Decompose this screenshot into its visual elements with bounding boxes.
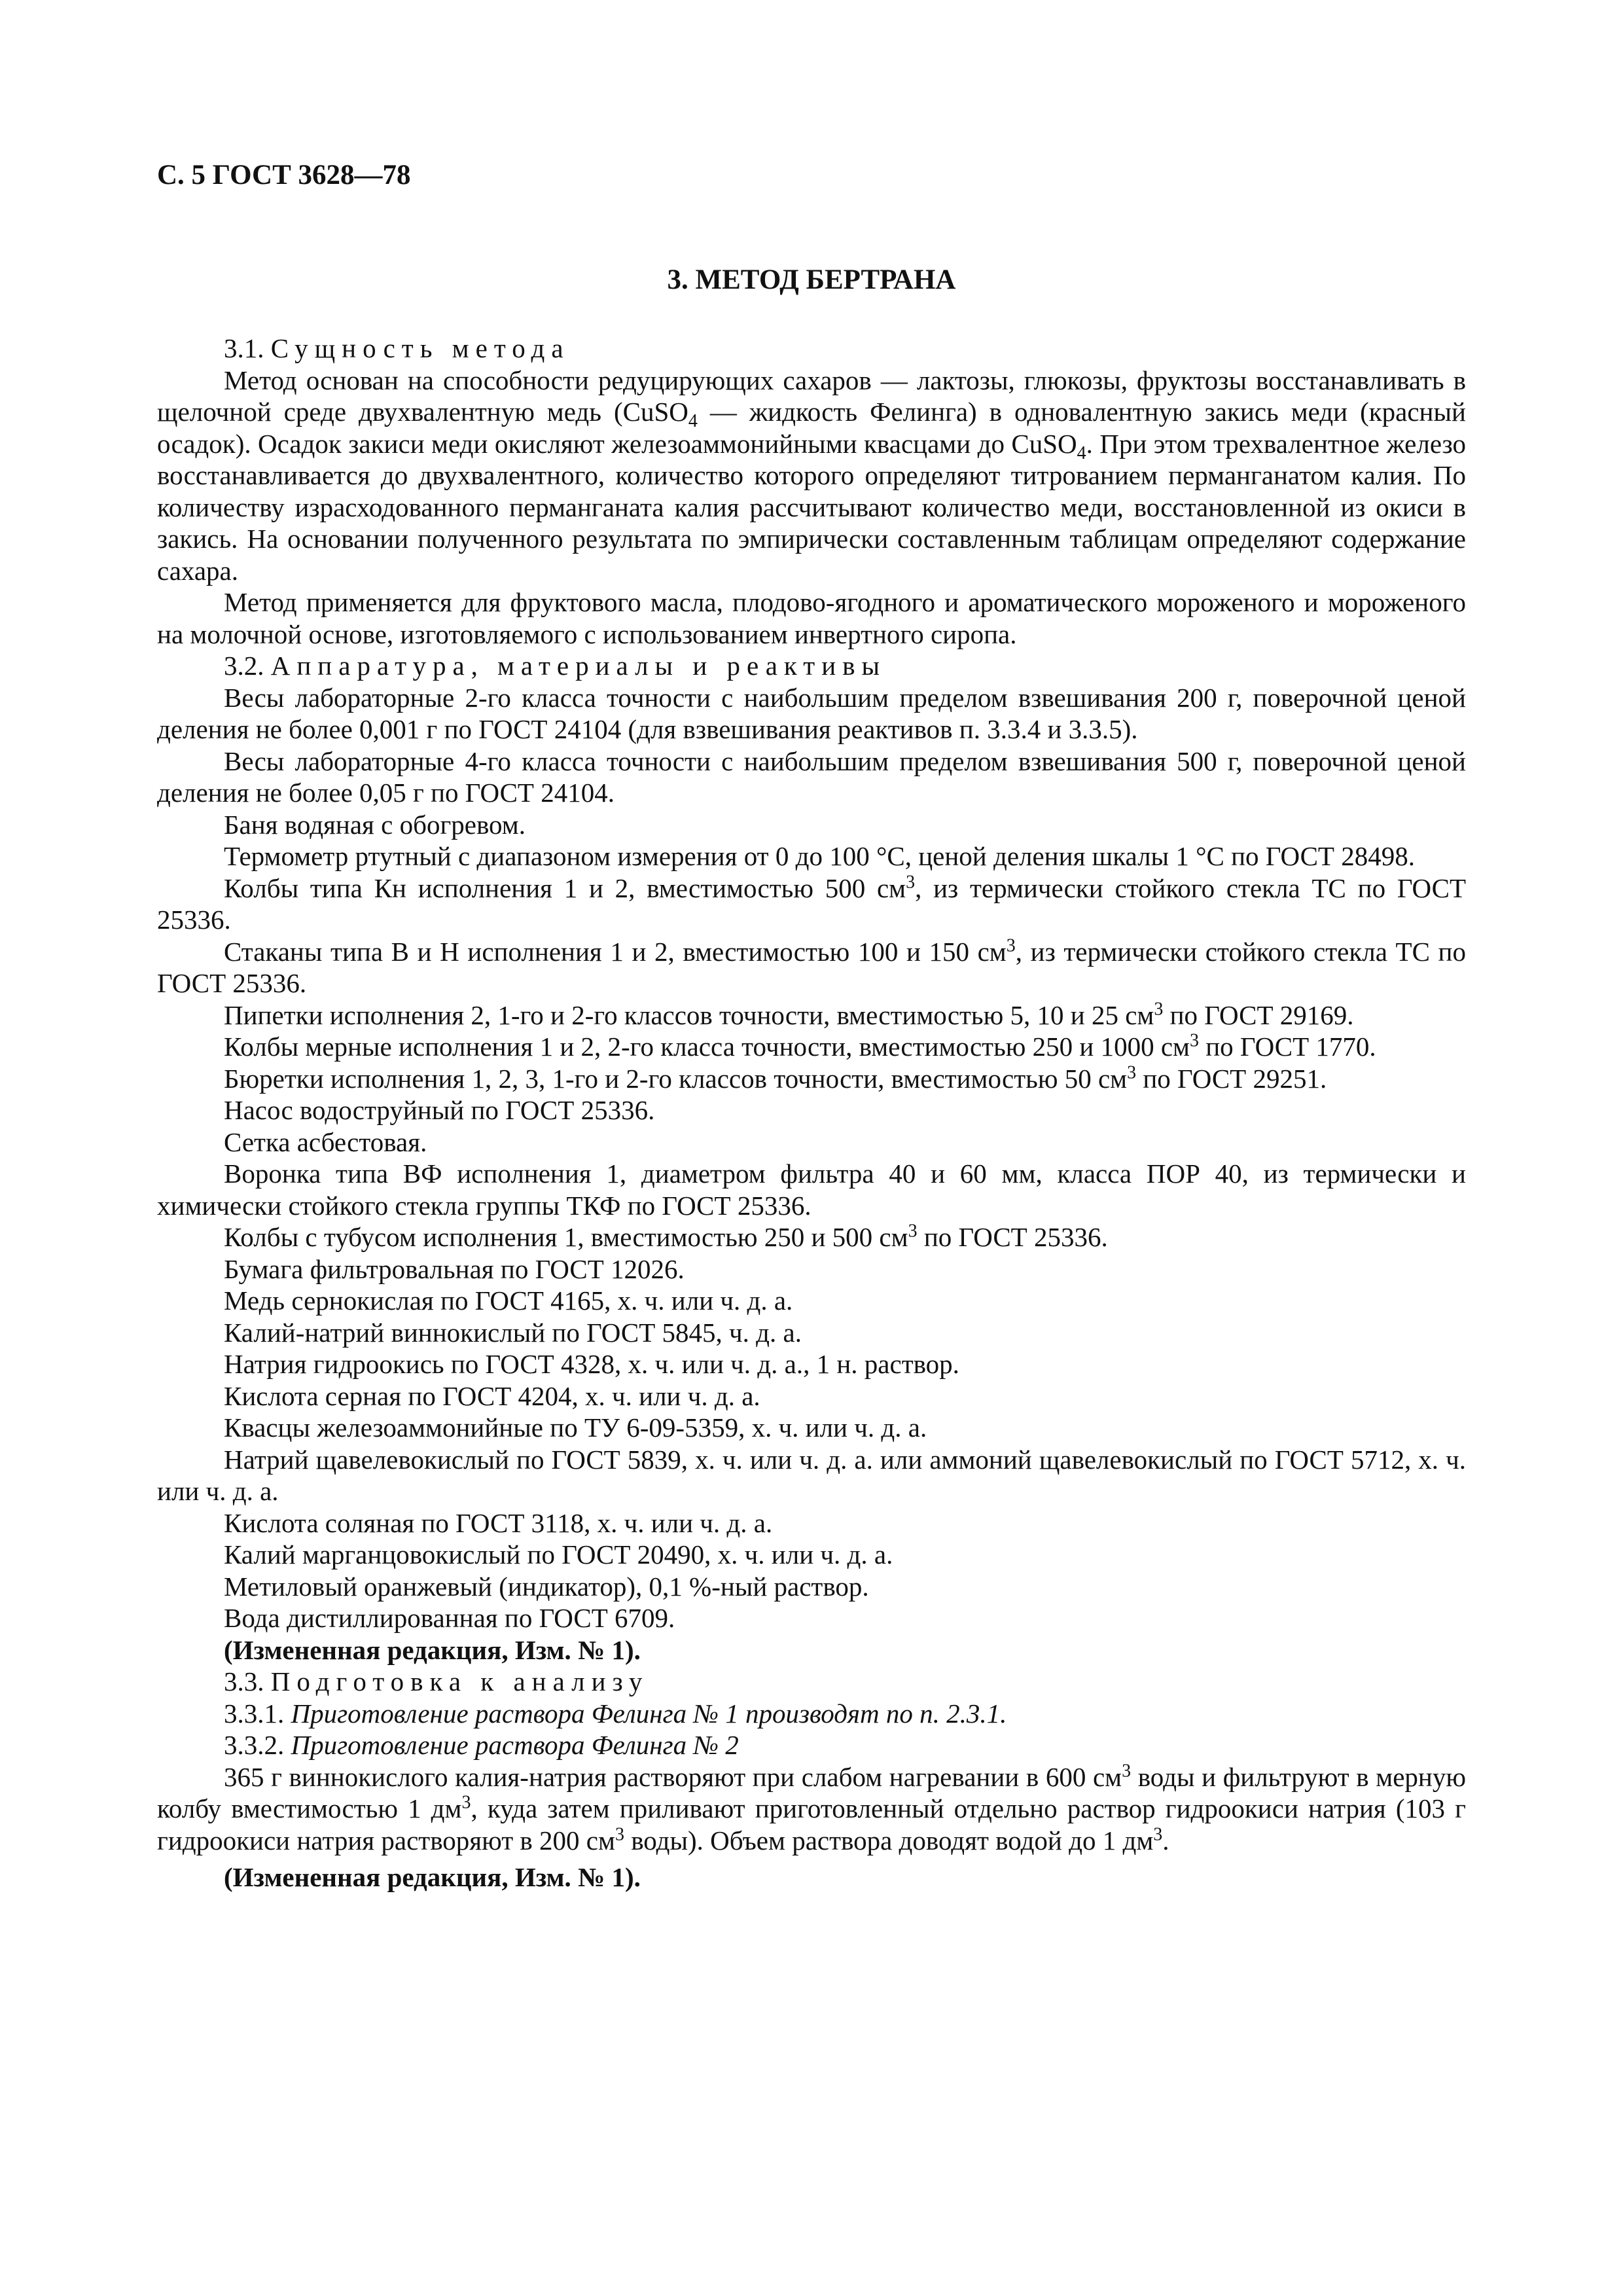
list-item: Колбы мерные исполнения 1 и 2, 2-го класса точности, вместимостью 250 и 1000 $см^3$ по ГОСТ 1770. <box>224 1030 1376 1062</box>
list-item: Бумага фильтровальная по ГОСТ 12026. <box>224 1253 685 1284</box>
list-item: Бюретки исполнения 1, 2, 3, 1-го и 2-го классов точности, вместимостью 50 $см^3$ по ГОСТ 29251. <box>224 1062 1327 1094</box>
section-3-3-1: 3.3.1. Приготовление раствора Фелинга № 1 производят по п. 2.3.1. <box>224 1698 1007 1729</box>
list-item: Термометр ртутный с диапазоном измерения от 0 до 100 °С, ценой деления шкалы 1 °С по ГОСТ 28498. <box>224 841 1415 871</box>
revision-note: (Измененная редакция, Изм. № 1). <box>224 1634 641 1665</box>
list-item: Квасцы железоаммонийные по ТУ 6-09-5359, х. ч. или ч. д. а. <box>224 1412 927 1443</box>
list-item: Воронка типа ВФ исполнения 1, диаметром фильтра 40 и 60 мм, класса ПОР 40, из термически и химически стойкого стекла группы ТКФ по ГОСТ 25336. <box>157 1158 1466 1221</box>
list-item: Колбы типа Кн исполнения 1 и 2, вместимостью 500 $см^3$, из термически стойкого стекла ТС по ГОСТ 25336. <box>157 871 1466 935</box>
list-item: Метиловый оранжевый (индикатор), 0,1 %-ный раствор. <box>224 1571 869 1602</box>
section-number: 3.1. <box>224 333 271 363</box>
page-header: С. 5 ГОСТ 3628—78 <box>157 160 411 190</box>
list-item: Весы лабораторные 4-го класса точности с наибольшим пределом взвешивания 500 г, поверочной ценой деления не более 0,05 г по ГОСТ 24104. <box>157 745 1466 808</box>
list-item: Калий-натрий виннокислый по ГОСТ 5845, ч. д. а. <box>224 1317 802 1348</box>
section-number: 3.3. <box>224 1666 271 1696</box>
list-item: Стаканы типа В и Н исполнения 1 и 2, вместимостью 100 и 150 $см^3$, из термически стойкого стекла ТС по ГОСТ 25336. <box>157 935 1466 998</box>
paragraph: Метод основан на способности редуцирующих сахаров — лактозы, глюкозы, фруктозы восстанавливать в щелочной среде двухвалентную медь (CuSO$_4$ — жидкость Фелинга) в одновалентную закись меди (красный осадок). Осадок закиси меди окисляют железоаммонийными квасцами до CuSO$_4$. При этом трехвалентное железо восстанавливается до двухвалентного, количество которого определяют титрованием перманганатом калия. По количеству израсходованного перманганата калия рассчитывают количество меди, восстановленной из окиси в закись. На основании полученного результата по эмпирически составленным таблицам определяют содержание сахара. <box>157 365 1466 586</box>
section-3-1-heading <box>157 332 1466 365</box>
list-item: Сетка асбестовая. <box>224 1126 427 1157</box>
list-item: Медь сернокислая по ГОСТ 4165, х. ч. или ч. д. а. <box>224 1285 793 1316</box>
list-item: Калий марганцовокислый по ГОСТ 20490, х. ч. или ч. д. а. <box>224 1539 893 1570</box>
list-item: Пипетки исполнения 2, 1-го и 2-го классов точности, вместимостью 5, 10 и 25 $см^3$ по ГОСТ 29169. <box>224 998 1354 1030</box>
paragraph: Метод применяется для фруктового масла, плодово-ягодного и ароматического мороженого и мороженого на молочной основе, изготовляемого с использованием инвертного сиропа. <box>157 587 1466 649</box>
section-heading: Подготовка к анализу <box>270 1666 649 1696</box>
section-heading: Сущность метода <box>270 333 570 363</box>
section-3-3-2: 3.3.2. Приготовление раствора Фелинга № 2 <box>224 1730 739 1760</box>
list-item: Кислота соляная по ГОСТ 3118, х. ч. или ч. д. а. <box>224 1507 773 1538</box>
list-item: Кислота серная по ГОСТ 4204, х. ч. или ч. д. а. <box>224 1380 760 1411</box>
list-item: Весы лабораторные 2-го класса точности с наибольшим пределом взвешивания 200 г, поверочной ценой деления не более 0,001 г по ГОСТ 24104 (для взвешивания реактивов п. 3.3.4 и 3.3.5). <box>157 682 1466 744</box>
section-heading: Аппаратура, материалы и реактивы <box>270 651 887 681</box>
list-item: Вода дистиллированная по ГОСТ 6709. <box>224 1603 675 1633</box>
list-item: Насос водоструйный по ГОСТ 25336. <box>224 1095 655 1125</box>
document-page <box>157 156 1466 1893</box>
list-item: Баня водяная с обогревом. <box>224 809 526 840</box>
list-item: Натрия гидроокись по ГОСТ 4328, х. ч. или ч. д. а., 1 н. раствор. <box>224 1349 959 1379</box>
list-item: Натрий щавелевокислый по ГОСТ 5839, х. ч. или ч. д. а. или аммоний щавелевокислый по ГОСТ 5712, х. ч. или ч. д. а. <box>157 1444 1466 1506</box>
section-3-2-heading <box>157 650 1466 682</box>
section-number: 3.2. <box>224 651 271 681</box>
paragraph: 365 г виннокислого калия-натрия растворяют при слабом нагревании в 600 $см^3$ воды и фильтруют в мерную колбу вместимостью 1 $дм^3$, куда затем приливают приготовленный отдельно раствор гидроокиси натрия (103 г гидроокиси натрия растворяют в 200 $см^3$ воды). Объем раствора доводят водой до 1 $дм^3$. <box>157 1760 1466 1856</box>
section-title: 3. МЕТОД БЕРТРАНА <box>667 264 956 295</box>
revision-note: (Измененная редакция, Изм. № 1). <box>224 1862 641 1892</box>
section-3-3-heading <box>157 1666 1466 1698</box>
list-item: Колбы с тубусом исполнения 1, вместимостью 250 и 500 $см^3$ по ГОСТ 25336. <box>224 1221 1108 1252</box>
